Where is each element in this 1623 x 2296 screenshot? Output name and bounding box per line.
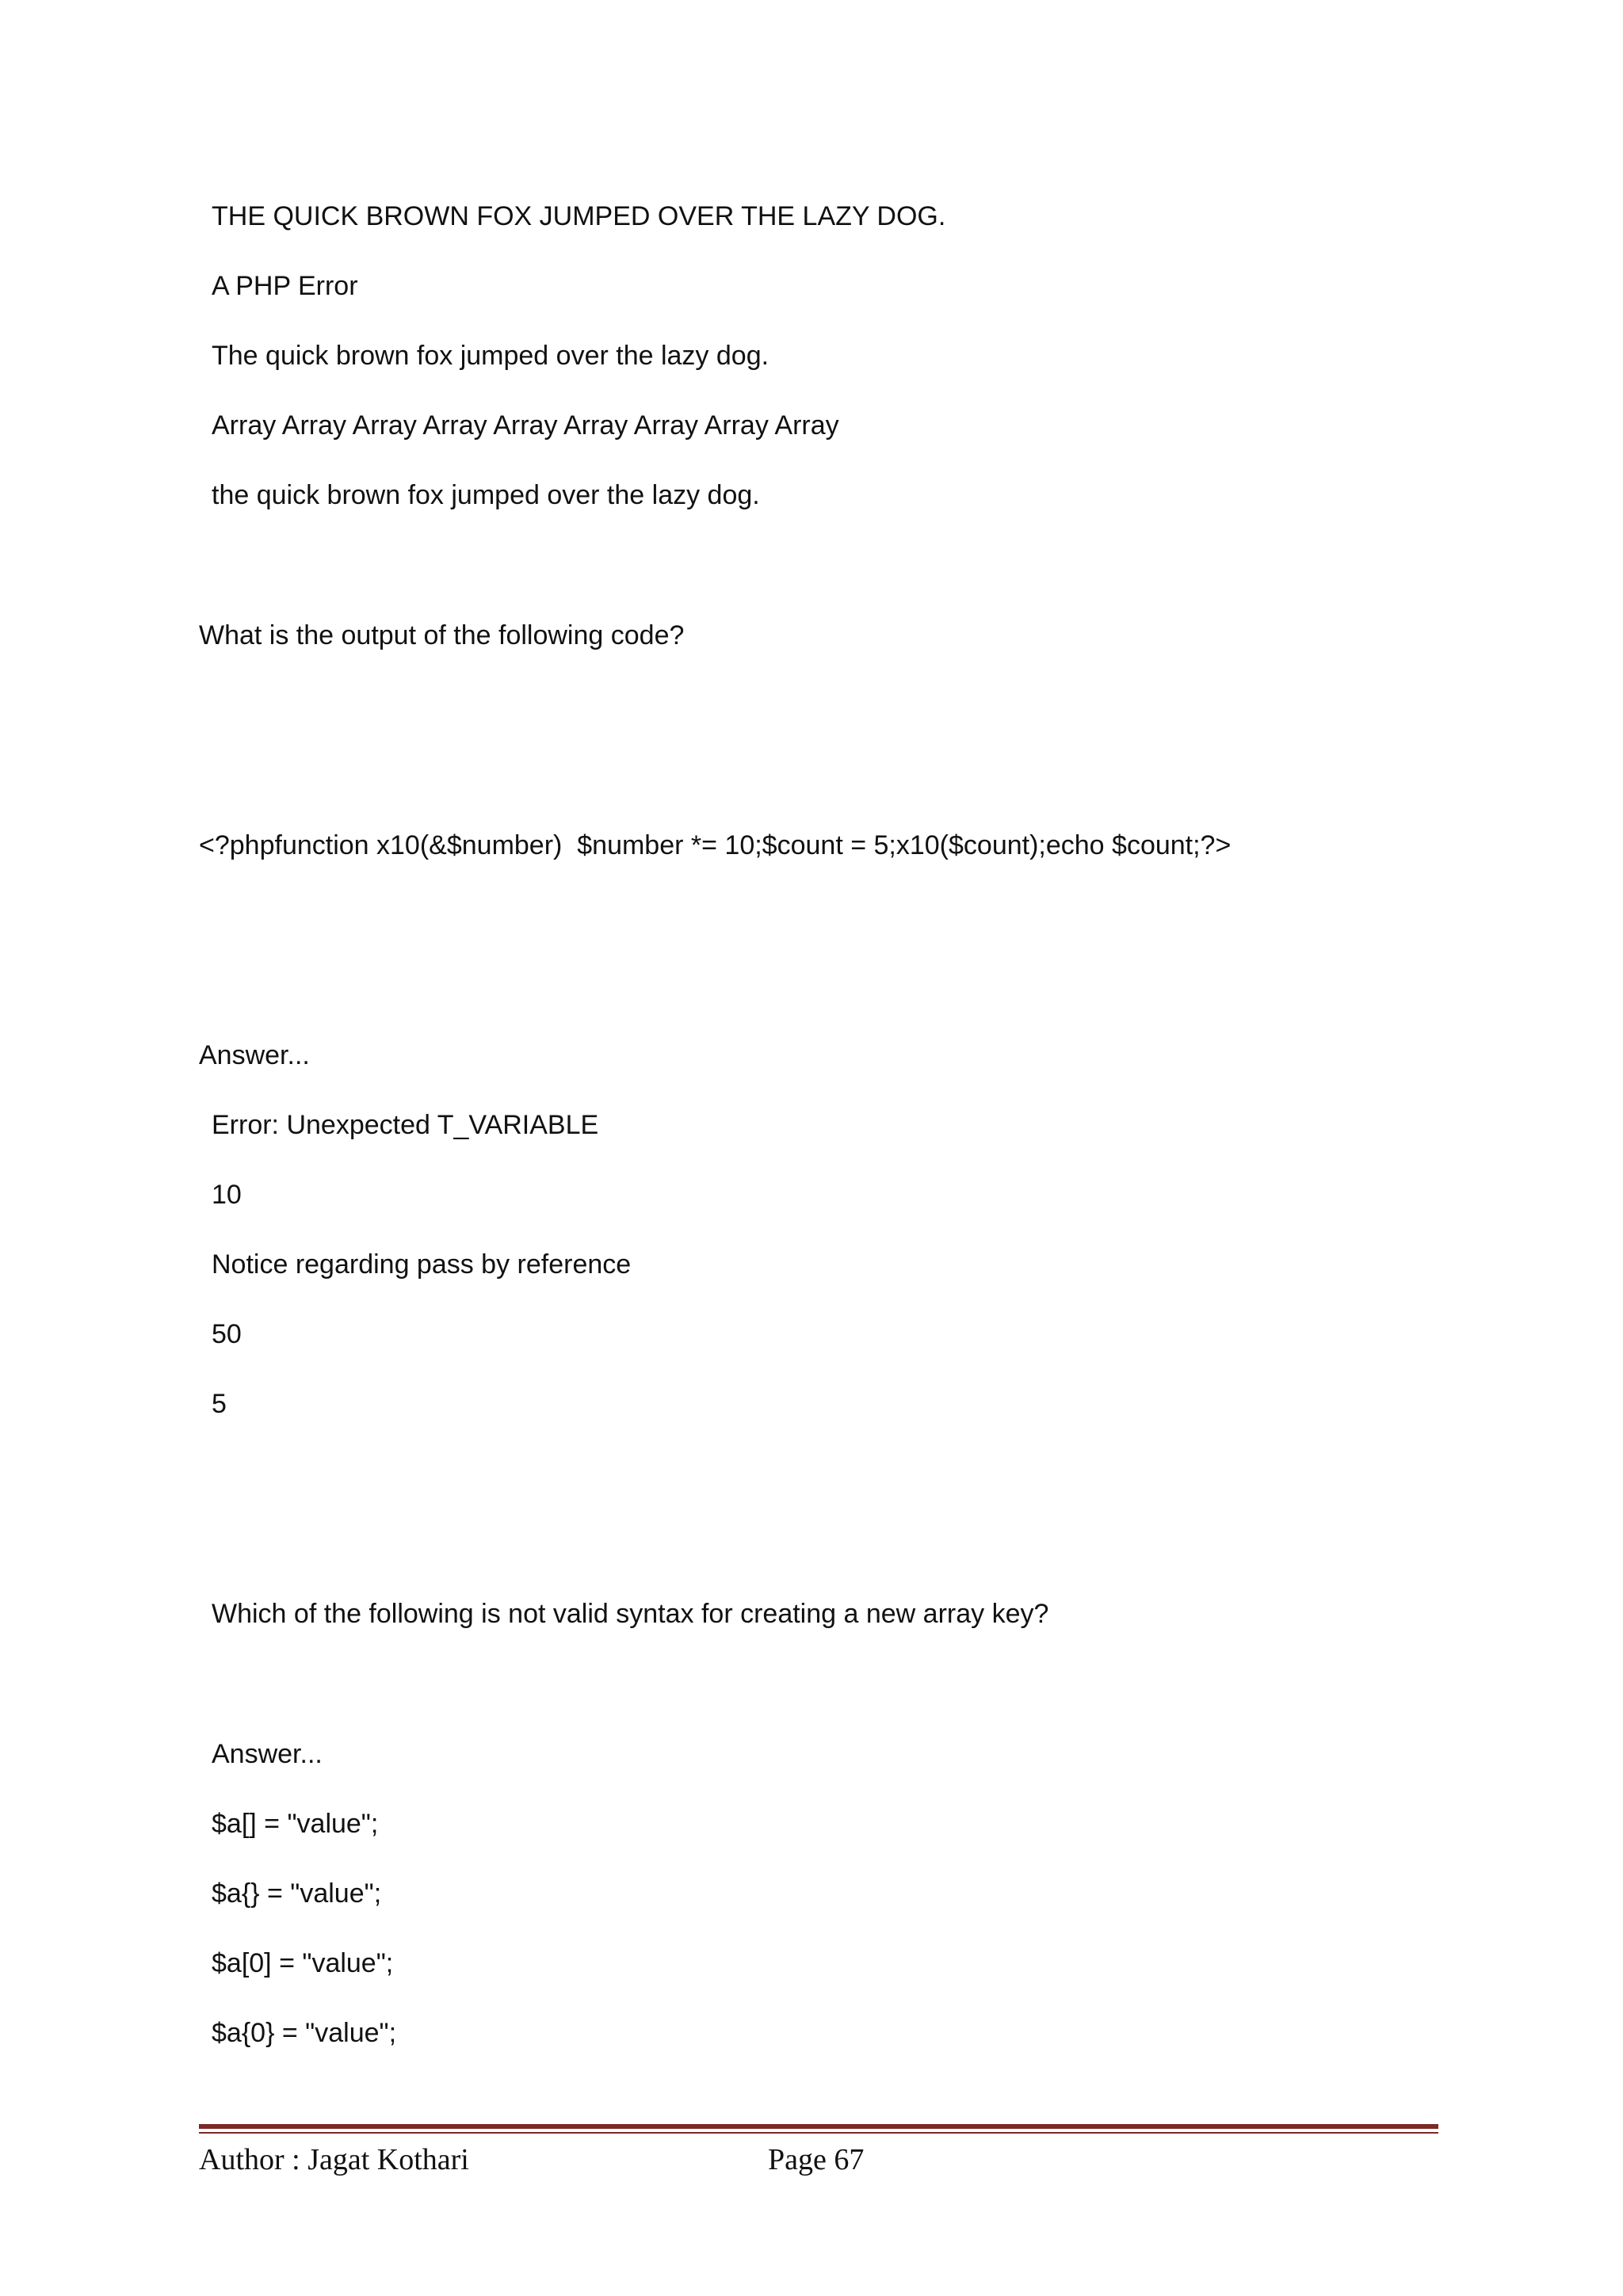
option-text: $a[] = "value"; xyxy=(212,1809,379,1839)
option-text: $a{} = "value"; xyxy=(212,1878,382,1909)
answer-label: Answer... xyxy=(212,1739,323,1769)
code-snippet: <?phpfunction x10(&$number) $number *= 10;$count = 5;x10($count);echo $count;?> xyxy=(199,830,1232,860)
option-text: The quick brown fox jumped over the lazy dog. xyxy=(212,341,769,371)
option-text: Notice regarding pass by reference xyxy=(212,1249,632,1280)
option-text: Error: Unexpected T_VARIABLE xyxy=(212,1110,599,1140)
option-text: 50 xyxy=(212,1319,242,1349)
option-text: 10 xyxy=(212,1180,242,1210)
answer-label: Answer... xyxy=(199,1040,310,1070)
option-text: Array Array Array Array Array Array Array Array Array xyxy=(212,410,839,441)
option-text: the quick brown fox jumped over the lazy dog. xyxy=(212,480,760,510)
option-text: $a{0} = "value"; xyxy=(212,2018,397,2048)
option-text: A PHP Error xyxy=(212,271,358,301)
question-text: Which of the following is not valid syntax for creating a new array key? xyxy=(212,1599,1049,1629)
footer-page-number: Page 67 xyxy=(768,2143,865,2176)
footer-author: Author : Jagat Kothari xyxy=(199,2143,469,2176)
question-text: What is the output of the following code? xyxy=(199,620,685,650)
footer-rule-thick xyxy=(199,2124,1438,2129)
footer-rule-thin xyxy=(199,2132,1438,2134)
option-text: 5 xyxy=(212,1389,227,1419)
option-text: $a[0] = "value"; xyxy=(212,1948,394,1978)
option-text: THE QUICK BROWN FOX JUMPED OVER THE LAZY DOG. xyxy=(212,201,946,231)
